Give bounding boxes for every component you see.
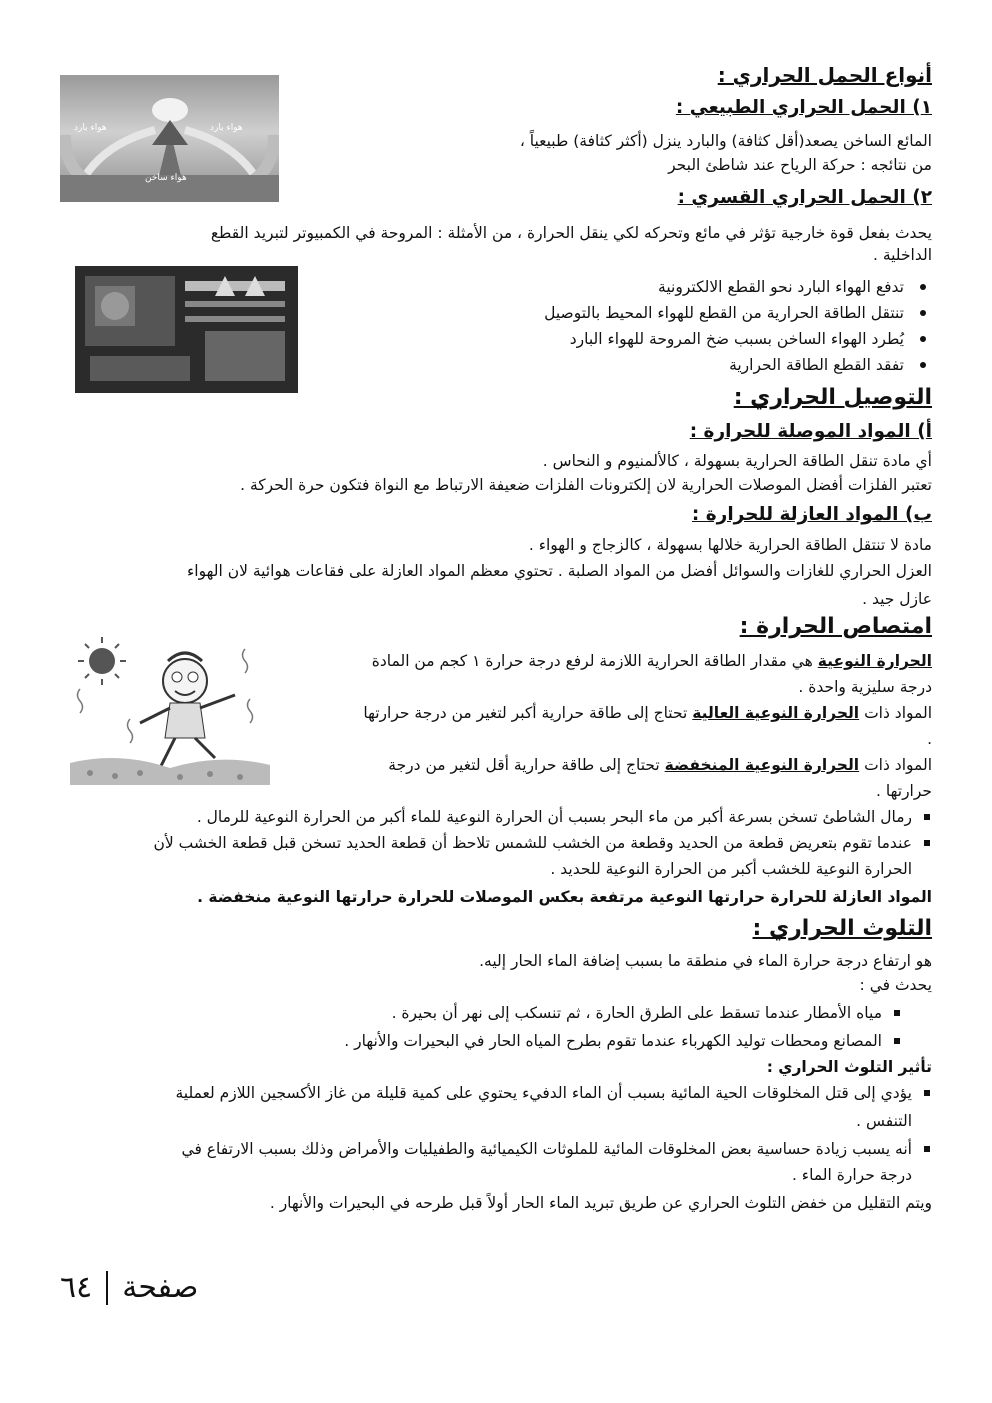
bullet-dot-icon bbox=[920, 310, 926, 316]
convection-illustration bbox=[60, 75, 279, 202]
forced-convection-line1: يحدث بفعل قوة خارجية تؤثر في مائع وتحركه لكي ينقل الحرارة ، من الأمثلة : المروحة في الكمبيوتر لتبريد القطع bbox=[210, 224, 932, 242]
natural-convection-line2: من نتائجه : حركة الرياح عند شاطئ البحر bbox=[668, 156, 932, 174]
bullet-square-icon bbox=[924, 1090, 930, 1096]
specific-heat-definition-line2: درجة سليزية واحدة . bbox=[798, 678, 932, 696]
bullet-square-icon bbox=[924, 814, 930, 820]
specific-heat-definition-line1 bbox=[372, 650, 932, 672]
high-specific-heat-term: الحرارة النوعية العالية bbox=[692, 704, 860, 722]
heading-insulators: ب) المواد العازلة للحرارة : bbox=[691, 504, 932, 525]
conductors-line2: تعتبر الفلزات أفضل الموصلات الحرارية لان إلكترونات الفلزات ضعيفة الارتباط مع النواة فتكون حرة الحركة . bbox=[240, 476, 932, 494]
low-specific-heat-end: حرارتها . bbox=[876, 782, 932, 800]
pollution-effect-heading: تأثير التلوث الحراري : bbox=[766, 1058, 932, 1076]
section-title-convection-types: أنواع الحمل الحراري : bbox=[717, 63, 932, 87]
section-title-absorption: امتصاص الحرارة : bbox=[739, 614, 932, 639]
high-specific-heat-line bbox=[363, 702, 932, 724]
pollution-occurs-label: يحدث في : bbox=[859, 976, 932, 994]
pollution-occurs-item-2: المصانع ومحطات توليد الكهرباء عندما تقوم بطرح المياه الحار في البحيرات والأنهار . bbox=[344, 1032, 882, 1050]
high-post: تحتاج إلى طاقة حرارية أكبر لتغير من درجة حرارتها bbox=[363, 704, 688, 722]
forced-bullet-2: تنتقل الطاقة الحرارية من القطع للهواء المحيط بالتوصيل bbox=[544, 304, 904, 322]
heading-conductors: أ) المواد الموصلة للحرارة : bbox=[689, 421, 932, 442]
pollution-effect-2b: درجة حرارة الماء . bbox=[791, 1166, 912, 1184]
specific-heat-def: هي مقدار الطاقة الحرارية اللازمة لرفع درجة حرارة ١ كجم من المادة bbox=[371, 652, 813, 670]
computer-interior-photo bbox=[75, 266, 298, 393]
pollution-definition: هو ارتفاع درجة حرارة الماء في منطقة ما بسبب إضافة الماء الحار إليه. bbox=[479, 952, 932, 970]
conductors-line1: أي مادة تنقل الطاقة الحرارية بسهولة ، كالألمنيوم و النحاس . bbox=[542, 452, 932, 470]
heading-forced-convection: ٢) الحمل الحراري القسري : bbox=[677, 187, 932, 208]
cold-air-label-left: هواء بارد bbox=[74, 123, 107, 133]
high-pre: المواد ذات bbox=[864, 704, 932, 722]
insulators-line1: مادة لا تنتقل الطاقة الحرارية خلالها بسهولة ، كالزجاج و الهواء . bbox=[528, 536, 932, 554]
cold-air-label-right: هواء بارد bbox=[210, 123, 243, 133]
forced-convection-line2: الداخلية . bbox=[872, 246, 932, 264]
bullet-square-icon bbox=[894, 1038, 900, 1044]
bullet-dot-icon bbox=[920, 336, 926, 342]
bullet-dot-icon bbox=[920, 362, 926, 368]
heading-natural-convection: ١) الحمل الحراري الطبيعي : bbox=[675, 97, 932, 118]
bullet-square-icon bbox=[894, 1010, 900, 1016]
natural-convection-line1: المائع الساخن يصعد(أقل كثافة) والبارد ينزل (أكثر كثافة) طبيعياً ، bbox=[519, 132, 932, 150]
specific-heat-term: الحرارة النوعية bbox=[817, 652, 932, 670]
computer-interior-svg bbox=[75, 266, 298, 393]
forced-bullet-1: تدفع الهواء البارد نحو القطع الالكترونية bbox=[658, 278, 904, 296]
forced-bullet-4: تفقد القطع الطاقة الحرارية bbox=[729, 356, 904, 374]
low-pre: المواد ذات bbox=[864, 756, 932, 774]
hot-sand-cartoon bbox=[70, 633, 270, 785]
pollution-closing: ويتم التقليل من خفض التلوث الحراري عن طريق تبريد الماء الحار أولاً قبل طرحه في البحيرات والأنهار . bbox=[269, 1194, 932, 1212]
insulators-line2: العزل الحراري للغازات والسوائل أفضل من المواد الصلبة . تحتوي معظم المواد العازلة على فقاعات هوائية لان الهواء bbox=[187, 562, 932, 580]
absorption-bullet-2: عندما تقوم بتعريض قطعة من الحديد وقطعة من الخشب للشمس تلاحظ أن قطعة الحديد تسخن قبل قطعة الخشب لأن bbox=[153, 834, 912, 852]
section-title-conduction: التوصيل الحراري : bbox=[733, 385, 932, 410]
page-footer bbox=[60, 1268, 198, 1308]
insulators-specific-heat-note: المواد العازلة للحرارة حرارتها النوعية مرتفعة بعكس الموصلات للحرارة حرارتها النوعية منخفضة . bbox=[197, 888, 932, 906]
low-specific-heat-line bbox=[388, 754, 932, 776]
low-post: تحتاج إلى طاقة حرارية أقل لتغير من درجة bbox=[388, 756, 660, 774]
pollution-effect-2a: أنه يسبب زيادة حساسية بعض المخلوقات المائية للملوثات الكيميائية والطفيليات والأمراض وذلك بسبب الارتفاع في bbox=[181, 1140, 912, 1158]
bullet-square-icon bbox=[924, 1146, 930, 1152]
forced-bullet-3: يُطرد الهواء الساخن بسبب ضخ المروحة للهواء البارد bbox=[569, 330, 904, 348]
low-specific-heat-term: الحرارة النوعية المنخفضة bbox=[664, 756, 860, 774]
page-number: ٦٤ bbox=[60, 1270, 93, 1305]
high-specific-heat-end: . bbox=[927, 730, 932, 748]
pollution-occurs-item-1: مياه الأمطار عندما تسقط على الطرق الحارة ، ثم تنسكب إلى نهر أن بحيرة . bbox=[391, 1004, 882, 1022]
pollution-effect-1b: التنفس . bbox=[856, 1112, 912, 1130]
bullet-dot-icon bbox=[920, 284, 926, 290]
hot-air-label: هواء ساخن bbox=[145, 173, 187, 183]
absorption-bullet-1: رمال الشاطئ تسخن بسرعة أكبر من ماء البحر بسبب أن الحرارة النوعية للماء أكبر من الحرارة النوعية للرمال . bbox=[196, 808, 912, 826]
bullet-square-icon bbox=[924, 840, 930, 846]
insulators-line3: عازل جيد . bbox=[862, 590, 932, 608]
page-word: صفحة bbox=[122, 1270, 199, 1305]
cartoon-svg bbox=[70, 633, 270, 785]
section-title-thermal-pollution: التلوث الحراري : bbox=[752, 916, 932, 941]
absorption-bullet-2-cont: الحرارة النوعية للخشب أكبر من الحرارة النوعية للحديد . bbox=[550, 860, 912, 878]
footer-divider bbox=[106, 1271, 108, 1305]
pollution-effect-1a: يؤدي إلى قتل المخلوقات الحية المائية بسبب أن الماء الدفيء يحتوي على كمية قليلة من غاز الأكسجين اللازم لعملية bbox=[175, 1084, 912, 1102]
